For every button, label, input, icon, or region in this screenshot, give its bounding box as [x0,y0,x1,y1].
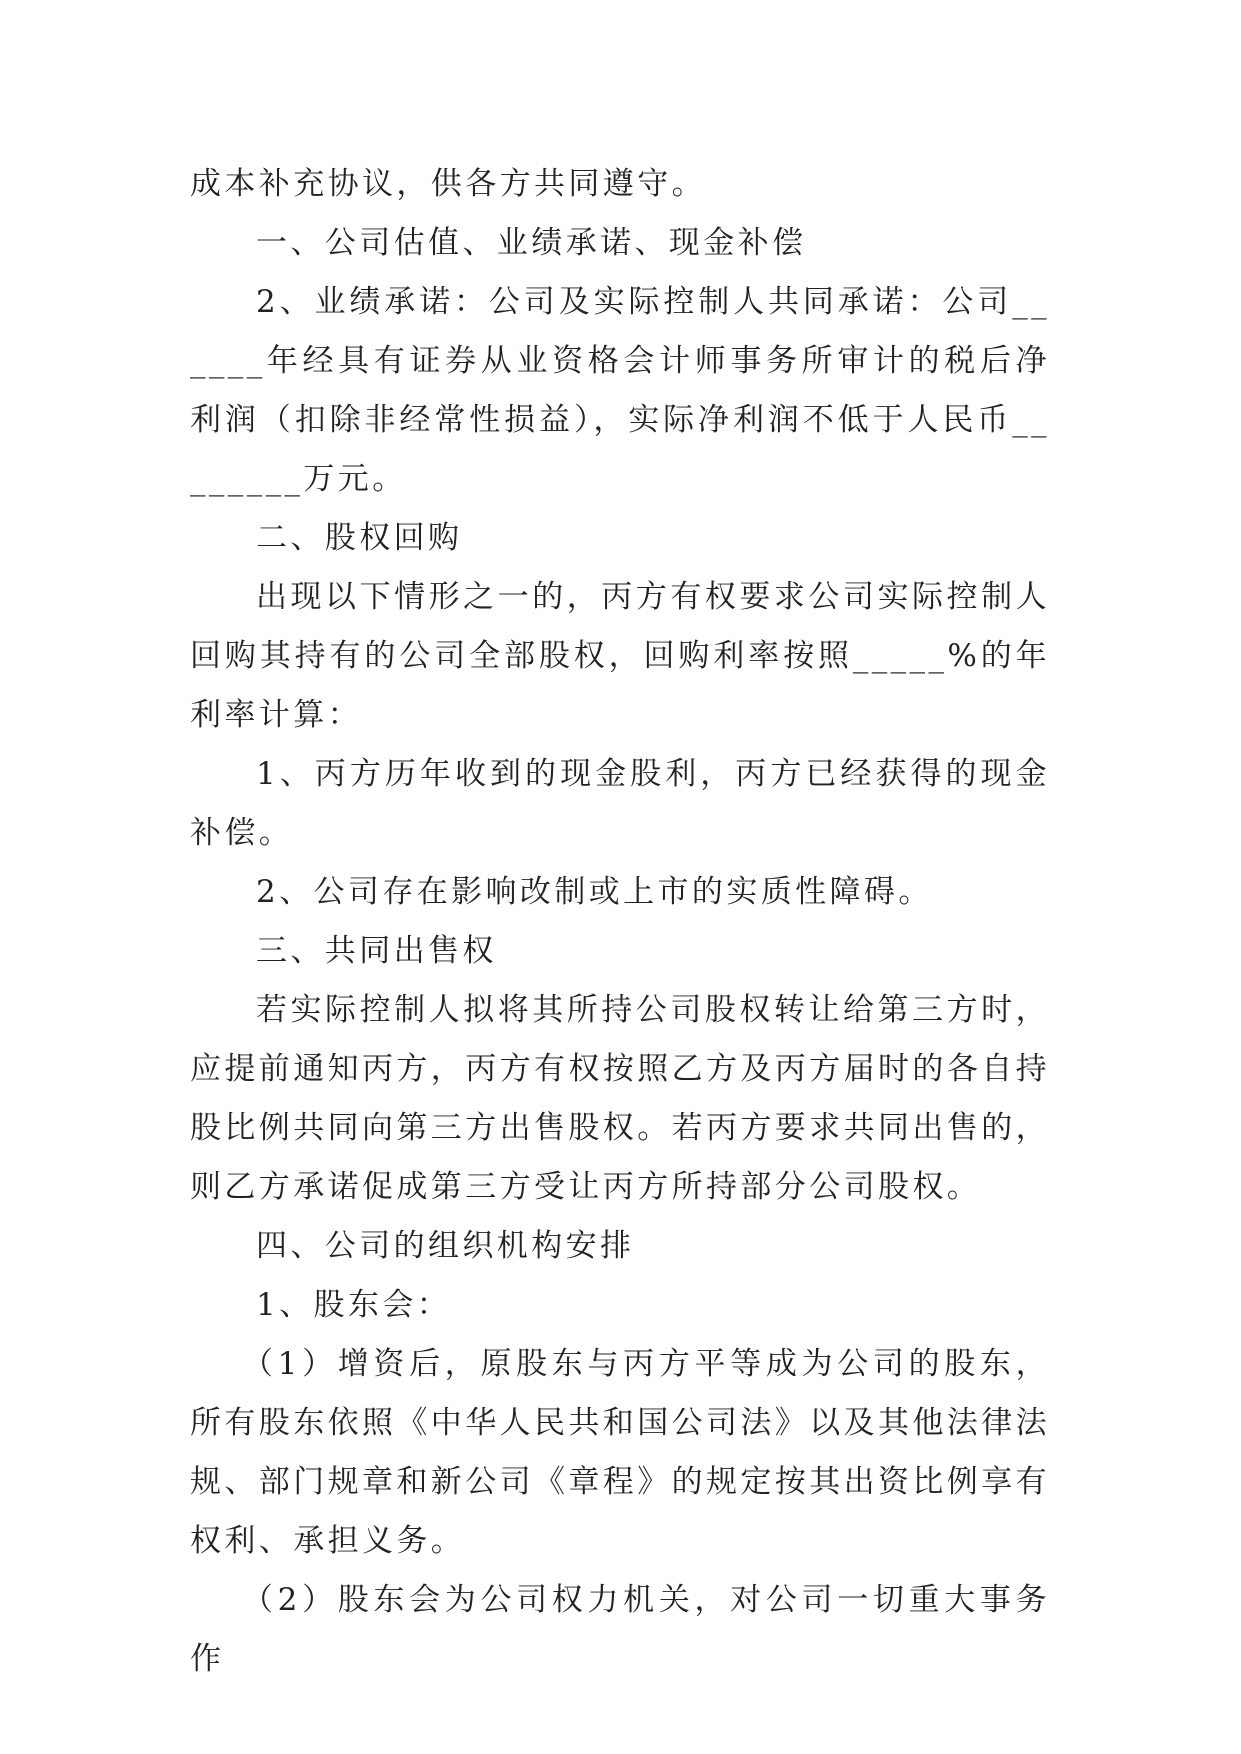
paragraph-shareholder-rights: （1）增资后，原股东与丙方平等成为公司的股东，所有股东依照《中华人民共和国公司法》以及其他法律法规、部门规章和新公司《章程》的规定按其出资比例享有权利、承担义务。 [190,1346,1050,1559]
list-item-listing-obstacle: 2、公司存在影响改制或上市的实质性障碍。 [256,874,933,910]
paragraph-continuation: 成本补充协议，供各方共同遵守。 [190,166,706,202]
paragraph-shareholders-authority: （2）股东会为公司权力机关，对公司一切重大事务作 [190,1582,1050,1677]
section-heading-co-sale: 三、共同出售权 [256,933,497,969]
list-item-cash-dividend: 1、丙方历年收到的现金股利，丙方已经获得的现金补偿。 [190,756,1050,851]
paragraph-performance-commitment: 2、业绩承诺：公司及实际控制人共同承诺：公司______年经具有证券从业资格会计师事务所审计的税后净利润（扣除非经常性损益），实际净利润不低于人民币________万元。 [190,284,1050,497]
document-body [190,155,1050,1689]
section-heading-buyback: 二、股权回购 [256,520,463,556]
section-heading-organization: 四、公司的组织机构安排 [256,1228,635,1264]
section-heading-valuation: 一、公司估值、业绩承诺、现金补偿 [256,225,807,261]
subheading-shareholders-meeting: 1、股东会： [256,1287,452,1323]
paragraph-buyback-conditions: 出现以下情形之一的，丙方有权要求公司实际控制人回购其持有的公司全部股权，回购利率按照_____%的年利率计算： [190,579,1050,733]
paragraph-co-sale: 若实际控制人拟将其所持公司股权转让给第三方时，应提前通知丙方，丙方有权按照乙方及丙方届时的各自持股比例共同向第三方出售股权。若丙方要求共同出售的，则乙方承诺促成第三方受让丙方所持部分公司股权。 [190,992,1050,1205]
